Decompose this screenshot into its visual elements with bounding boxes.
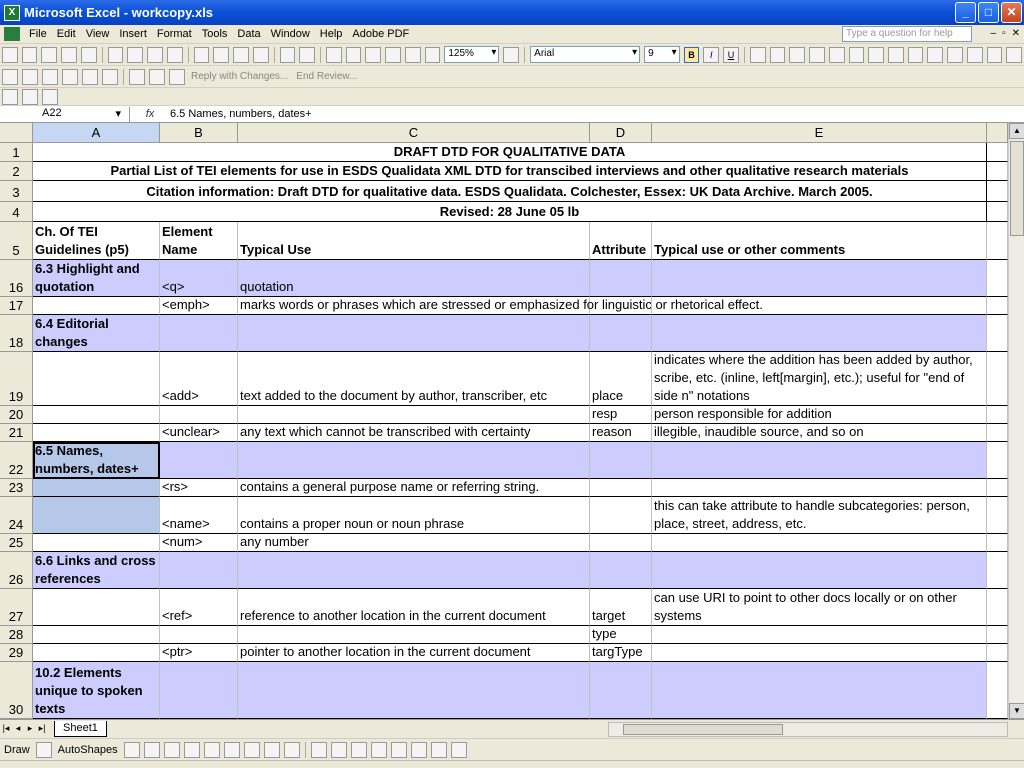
currency-icon[interactable] (829, 47, 845, 63)
toolbar-separator (123, 69, 124, 85)
merged-title-cell[interactable]: Citation information: Draft DTD for qualitative data. ESDS Qualidata. Colchester, Essex: UK Data Archive. March 2005. (33, 181, 987, 202)
row-header[interactable]: 29 (0, 644, 33, 662)
document-window-controls (991, 28, 1021, 39)
row-header[interactable]: 20 (0, 406, 33, 424)
cell-f22[interactable] (987, 442, 1008, 479)
paste-icon[interactable] (233, 47, 249, 63)
doc-minimize-button[interactable]: – (990, 28, 997, 39)
comma-style-icon[interactable] (868, 47, 884, 63)
menu-adobe-pdf[interactable]: Adobe PDF (352, 28, 410, 40)
scroll-down-icon[interactable]: ▼ (1009, 703, 1024, 719)
cell-a16[interactable]: 6.3 Highlight and quotation (33, 260, 160, 297)
cell-d24[interactable] (590, 497, 652, 534)
status-bar (0, 760, 1024, 768)
cell-e16[interactable] (652, 260, 987, 297)
decrease-indent-icon[interactable] (927, 47, 943, 63)
borders-icon[interactable] (967, 47, 983, 63)
name-box[interactable]: A22 ▾ (0, 107, 130, 122)
first-sheet-icon[interactable]: |◂ (2, 723, 10, 733)
dash-style-icon[interactable] (391, 742, 407, 758)
close-button[interactable]: ✕ (1001, 2, 1022, 23)
picture-icon[interactable] (284, 742, 300, 758)
cell-e22[interactable] (652, 442, 987, 479)
cell-e17[interactable] (652, 297, 987, 315)
review-icon[interactable] (42, 69, 58, 85)
cell-b17[interactable]: <emph> (160, 297, 238, 315)
menu-window[interactable]: Window (270, 28, 310, 40)
line-icon[interactable] (124, 742, 140, 758)
select-objects-icon[interactable] (36, 742, 52, 758)
email-icon[interactable] (81, 47, 97, 63)
help-search-input[interactable]: Type a question for help (842, 26, 972, 42)
maximize-button[interactable]: □ (978, 2, 999, 23)
cell-a19[interactable] (33, 352, 160, 406)
review-icon[interactable] (22, 69, 38, 85)
cell-d25[interactable] (590, 534, 652, 552)
cell-b30[interactable] (160, 662, 238, 719)
row-header[interactable]: 24 (0, 497, 33, 534)
insert-function-icon[interactable]: fx (145, 108, 155, 120)
cell-b24[interactable]: <name> (160, 497, 238, 534)
line-style-icon[interactable] (371, 742, 387, 758)
cell-c29[interactable]: pointer to another location in the current document (238, 644, 590, 662)
cell-f28[interactable] (987, 626, 1008, 644)
chart-wizard-icon[interactable] (405, 47, 421, 63)
cell-e25[interactable] (652, 534, 987, 552)
sheet-tab-sheet1[interactable]: Sheet1 (54, 721, 107, 737)
cell-c21[interactable]: any text which cannot be transcribed with certainty (238, 424, 590, 442)
cell-f30[interactable] (987, 662, 1008, 719)
align-center-icon[interactable] (770, 47, 786, 63)
prev-sheet-icon[interactable]: ◂ (15, 723, 21, 733)
doc-close-button[interactable]: ✕ (1011, 28, 1020, 39)
row-header[interactable]: 18 (0, 315, 33, 352)
drawing-icon[interactable] (425, 47, 441, 63)
cell-f17[interactable] (987, 297, 1008, 315)
row-header[interactable]: 19 (0, 352, 33, 406)
fill-color-icon[interactable] (987, 47, 1003, 63)
review-icon[interactable] (62, 69, 78, 85)
cell-f19[interactable] (987, 352, 1008, 406)
menu-view[interactable]: View (85, 28, 110, 40)
font-size-select[interactable]: 9 ▾ (644, 46, 679, 63)
new-icon[interactable] (2, 47, 18, 63)
autosum-icon[interactable] (346, 47, 362, 63)
menu-tools[interactable]: Tools (201, 28, 228, 40)
cell-a25[interactable] (33, 534, 160, 552)
cell-a27[interactable] (33, 589, 160, 626)
table-row (0, 315, 1008, 352)
pdf-convert-icon[interactable] (2, 89, 18, 105)
row-header[interactable]: 27 (0, 589, 33, 626)
row-header[interactable]: 28 (0, 626, 33, 644)
formula-input[interactable]: 6.5 Names, numbers, dates+ (170, 108, 312, 120)
hyperlink-icon[interactable] (326, 47, 342, 63)
cell-d26[interactable] (590, 552, 652, 589)
workbook-icon[interactable] (4, 27, 20, 41)
cell-d17[interactable] (590, 297, 652, 315)
cell-d21[interactable]: reason (590, 424, 652, 442)
zoom-select[interactable]: 125% ▾ (444, 46, 499, 63)
horizontal-scroll-thumb[interactable] (623, 724, 783, 735)
table-row (0, 644, 1008, 662)
reviewing-toolbar (0, 66, 1024, 88)
reply-with-changes-button[interactable]: Reply with Changes... (191, 71, 289, 82)
cell-e21[interactable]: illegible, inaudible source, and so on (652, 424, 987, 442)
table-row (0, 202, 1008, 222)
menu-help[interactable]: Help (319, 28, 343, 40)
arrow-icon[interactable] (144, 742, 160, 758)
review-icon[interactable] (169, 69, 185, 85)
cell-c16[interactable]: quotation (238, 260, 590, 297)
cell-d19[interactable]: place (590, 352, 652, 406)
cell-b5[interactable]: Element Name (160, 222, 238, 260)
diagram-icon[interactable] (244, 742, 260, 758)
print-preview-icon[interactable] (127, 47, 143, 63)
column-header-e[interactable]: E (652, 123, 987, 143)
cell-c22[interactable] (238, 442, 590, 479)
column-header-a[interactable]: A (33, 123, 160, 143)
fill-color-icon[interactable] (311, 742, 327, 758)
row-header[interactable]: 16 (0, 260, 33, 297)
percent-icon[interactable] (849, 47, 865, 63)
cell-f5[interactable] (987, 222, 1008, 260)
pdf-email-icon[interactable] (22, 89, 38, 105)
cell-c19[interactable]: text added to the document by author, transcriber, etc (238, 352, 590, 406)
row-header[interactable]: 2 (0, 162, 33, 181)
cell-f3[interactable] (987, 181, 1008, 202)
cell-c5[interactable]: Typical Use (238, 222, 590, 260)
rectangle-icon[interactable] (164, 742, 180, 758)
decrease-decimal-icon[interactable] (908, 47, 924, 63)
shadow-icon[interactable] (431, 742, 447, 758)
sort-descending-icon[interactable] (385, 47, 401, 63)
cell-e18[interactable] (652, 315, 987, 352)
merge-center-icon[interactable] (809, 47, 825, 63)
cell-b27[interactable]: <ref> (160, 589, 238, 626)
bold-button[interactable]: B (684, 47, 700, 63)
review-icon[interactable] (82, 69, 98, 85)
cell-f20[interactable] (987, 406, 1008, 424)
save-icon[interactable] (41, 47, 57, 63)
cell-f21[interactable] (987, 424, 1008, 442)
excel-app-icon[interactable]: X (4, 5, 20, 21)
toolbar-separator (305, 742, 306, 758)
toolbar-separator (744, 47, 745, 63)
3d-icon[interactable] (451, 742, 467, 758)
table-row (0, 143, 1008, 162)
table-row (0, 589, 1008, 626)
cell-a22[interactable]: 6.5 Names, numbers, dates+ (33, 442, 160, 479)
cut-icon[interactable] (194, 47, 210, 63)
table-row (0, 181, 1008, 202)
review-icon[interactable] (129, 69, 145, 85)
cell-f29[interactable] (987, 644, 1008, 662)
cell-b16[interactable]: <q> (160, 260, 238, 297)
cell-f23[interactable] (987, 479, 1008, 497)
table-row (0, 534, 1008, 552)
font-color-icon[interactable] (351, 742, 367, 758)
cell-a30[interactable]: 10.2 Elements unique to spoken texts (33, 662, 160, 719)
spelling-icon[interactable] (147, 47, 163, 63)
cell-b22[interactable] (160, 442, 238, 479)
vertical-scrollbar[interactable] (1008, 123, 1024, 719)
table-row (0, 552, 1008, 589)
cell-d23[interactable] (590, 479, 652, 497)
cell-d30[interactable] (590, 662, 652, 719)
undo-icon[interactable] (280, 47, 296, 63)
cell-e30[interactable] (652, 662, 987, 719)
cell-e29[interactable] (652, 644, 987, 662)
toolbar-separator (188, 47, 189, 63)
increase-decimal-icon[interactable] (888, 47, 904, 63)
row-header[interactable]: 17 (0, 297, 33, 315)
cell-c28[interactable] (238, 626, 590, 644)
print-icon[interactable] (108, 47, 124, 63)
cell-c17[interactable]: marks words or phrases which are stressed or emphasized for linguistic or rhetorical effect. (238, 297, 590, 315)
row-header[interactable]: 22 (0, 442, 33, 479)
cell-e5[interactable]: Typical use or other comments (652, 222, 987, 260)
row-header[interactable]: 21 (0, 424, 33, 442)
cell-c24[interactable]: contains a proper noun or noun phrase (238, 497, 590, 534)
cell-c26[interactable] (238, 552, 590, 589)
sheet-tab-bar (0, 719, 1024, 737)
cell-a17[interactable] (33, 297, 160, 315)
cell-a26[interactable]: 6.6 Links and cross references (33, 552, 160, 589)
cell-c25[interactable]: any number (238, 534, 590, 552)
toolbar-separator (320, 47, 321, 63)
table-row (0, 424, 1008, 442)
table-row (0, 162, 1008, 181)
merged-title-cell[interactable]: Revised: 28 June 05 lb (33, 202, 987, 222)
cell-f2[interactable] (987, 162, 1008, 181)
format-painter-icon[interactable] (253, 47, 269, 63)
table-row (0, 497, 1008, 534)
column-header-f[interactable] (987, 123, 1008, 143)
toolbar-separator (274, 47, 275, 63)
cell-f18[interactable] (987, 315, 1008, 352)
pdf-toolbar (0, 88, 1024, 106)
font-color-icon[interactable] (1006, 47, 1022, 63)
review-icon[interactable] (2, 69, 18, 85)
copy-icon[interactable] (213, 47, 229, 63)
draw-menu[interactable]: Draw (4, 743, 30, 756)
cell-f24[interactable] (987, 497, 1008, 534)
row-header[interactable]: 3 (0, 181, 33, 202)
cell-d5[interactable]: Attribute (590, 222, 652, 260)
cell-f26[interactable] (987, 552, 1008, 589)
help-icon[interactable] (503, 47, 519, 63)
cell-d28[interactable]: type (590, 626, 652, 644)
table-row (0, 222, 1008, 260)
line-color-icon[interactable] (331, 742, 347, 758)
sort-ascending-icon[interactable] (365, 47, 381, 63)
cell-c23[interactable]: contains a general purpose name or referring string. (238, 479, 590, 497)
cell-b29[interactable]: <ptr> (160, 644, 238, 662)
table-row (0, 662, 1008, 719)
align-left-icon[interactable] (750, 47, 766, 63)
cell-e26[interactable] (652, 552, 987, 589)
menu-file[interactable]: File (29, 28, 47, 40)
font-name-select[interactable]: Arial ▾ (530, 46, 640, 63)
table-row (0, 352, 1008, 406)
row-header[interactable]: 30 (0, 662, 33, 719)
oval-icon[interactable] (184, 742, 200, 758)
cell-d18[interactable] (590, 315, 652, 352)
menu-format[interactable]: Format (156, 28, 192, 40)
cell-b26[interactable] (160, 552, 238, 589)
column-header-b[interactable]: B (160, 123, 238, 143)
cell-a5[interactable]: Ch. Of TEI Guidelines (p5) (33, 222, 160, 260)
cell-c27[interactable]: reference to another location in the current document (238, 589, 590, 626)
drawing-toolbar (0, 738, 1024, 760)
table-row (0, 406, 1008, 424)
doc-restore-button[interactable]: ▫ (1002, 28, 1006, 39)
scroll-up-icon[interactable]: ▲ (1009, 123, 1024, 139)
cell-f25[interactable] (987, 534, 1008, 552)
cell-b21[interactable]: <unclear> (160, 424, 238, 442)
table-row (0, 626, 1008, 644)
row-header[interactable]: 4 (0, 202, 33, 222)
toolbar-separator (524, 47, 525, 63)
cell-c18[interactable] (238, 315, 590, 352)
cell-b23[interactable]: <rs> (160, 479, 238, 497)
underline-button[interactable]: U (723, 47, 739, 63)
table-row (0, 297, 1008, 315)
cell-a28[interactable] (33, 626, 160, 644)
cell-d20[interactable]: resp (590, 406, 652, 424)
merged-title-cell[interactable]: DRAFT DTD FOR QUALITATIVE DATA (33, 143, 987, 162)
review-icon[interactable] (149, 69, 165, 85)
cell-e20[interactable]: person responsible for addition (652, 406, 987, 424)
vertical-scroll-thumb[interactable] (1010, 141, 1024, 236)
open-icon[interactable] (22, 47, 38, 63)
cell-c20[interactable] (238, 406, 590, 424)
cell-d22[interactable] (590, 442, 652, 479)
cell-a23[interactable] (33, 479, 160, 497)
italic-button[interactable]: I (703, 47, 719, 63)
row-header[interactable]: 26 (0, 552, 33, 589)
cell-a21[interactable] (33, 424, 160, 442)
cell-f27[interactable] (987, 589, 1008, 626)
title-bar (0, 0, 1024, 25)
column-header-c[interactable]: C (238, 123, 590, 143)
spreadsheet-grid[interactable] (0, 123, 1008, 719)
clipart-icon[interactable] (264, 742, 280, 758)
wordart-icon[interactable] (224, 742, 240, 758)
pdf-review-icon[interactable] (42, 89, 58, 105)
cell-a20[interactable] (33, 406, 160, 424)
cell-b25[interactable]: <num> (160, 534, 238, 552)
menu-bar (0, 25, 1024, 44)
toolbar-separator (102, 47, 103, 63)
arrow-style-icon[interactable] (411, 742, 427, 758)
menu-data[interactable]: Data (237, 28, 261, 40)
cell-d16[interactable] (590, 260, 652, 297)
permission-icon[interactable] (61, 47, 77, 63)
cell-e23[interactable] (652, 479, 987, 497)
cell-e28[interactable] (652, 626, 987, 644)
row-header[interactable]: 23 (0, 479, 33, 497)
cell-e27[interactable]: can use URI to point to other docs locally or on other systems (652, 589, 987, 626)
horizontal-scrollbar[interactable] (608, 722, 1008, 737)
row-header[interactable]: 25 (0, 534, 33, 552)
cell-c30[interactable] (238, 662, 590, 719)
column-header-d[interactable]: D (590, 123, 652, 143)
last-sheet-icon[interactable]: ▸| (38, 723, 46, 733)
formula-bar (0, 106, 1024, 123)
cell-f16[interactable] (987, 260, 1008, 297)
increase-indent-icon[interactable] (947, 47, 963, 63)
review-icon[interactable] (102, 69, 118, 85)
cell-a24[interactable] (33, 497, 160, 534)
menu-insert[interactable]: Insert (119, 28, 147, 40)
row-header[interactable]: 1 (0, 143, 33, 162)
cell-a18[interactable]: 6.4 Editorial changes (33, 315, 160, 352)
table-row (0, 260, 1008, 297)
row-header[interactable]: 5 (0, 222, 33, 260)
cell-e19[interactable]: indicates where the addition has been added by author, scribe, etc. (inline, left[margin], etc.); useful for "end of side n" notations (652, 352, 987, 406)
cell-a29[interactable] (33, 644, 160, 662)
cell-b28[interactable] (160, 626, 238, 644)
window-title: Microsoft Excel - workcopy.xls (24, 5, 214, 20)
align-right-icon[interactable] (789, 47, 805, 63)
cell-d27[interactable]: target (590, 589, 652, 626)
cell-f1[interactable] (987, 143, 1008, 162)
merged-title-cell[interactable]: Partial List of TEI elements for use in ESDS Qualidata XML DTD for transcibed interviews and other qualitative research materials (33, 162, 987, 181)
standard-toolbar (0, 44, 1024, 66)
cell-f4[interactable] (987, 202, 1008, 222)
redo-icon[interactable] (299, 47, 315, 63)
end-review-button[interactable]: End Review... (296, 71, 358, 82)
textbox-icon[interactable] (204, 742, 220, 758)
autoshapes-menu[interactable]: AutoShapes (57, 743, 118, 756)
minimize-button[interactable]: _ (955, 2, 976, 23)
research-icon[interactable] (167, 47, 183, 63)
table-row (0, 442, 1008, 479)
cell-b20[interactable] (160, 406, 238, 424)
cell-b18[interactable] (160, 315, 238, 352)
select-all-corner[interactable] (0, 123, 33, 143)
cell-b19[interactable]: <add> (160, 352, 238, 406)
table-row (0, 479, 1008, 497)
menu-edit[interactable]: Edit (56, 28, 76, 40)
next-sheet-icon[interactable]: ▸ (27, 723, 33, 733)
window-controls (955, 2, 1022, 23)
cell-e24[interactable]: this can take attribute to handle subcategories: person, place, street, address, etc. (652, 497, 987, 534)
cell-d29[interactable]: targType (590, 644, 652, 662)
